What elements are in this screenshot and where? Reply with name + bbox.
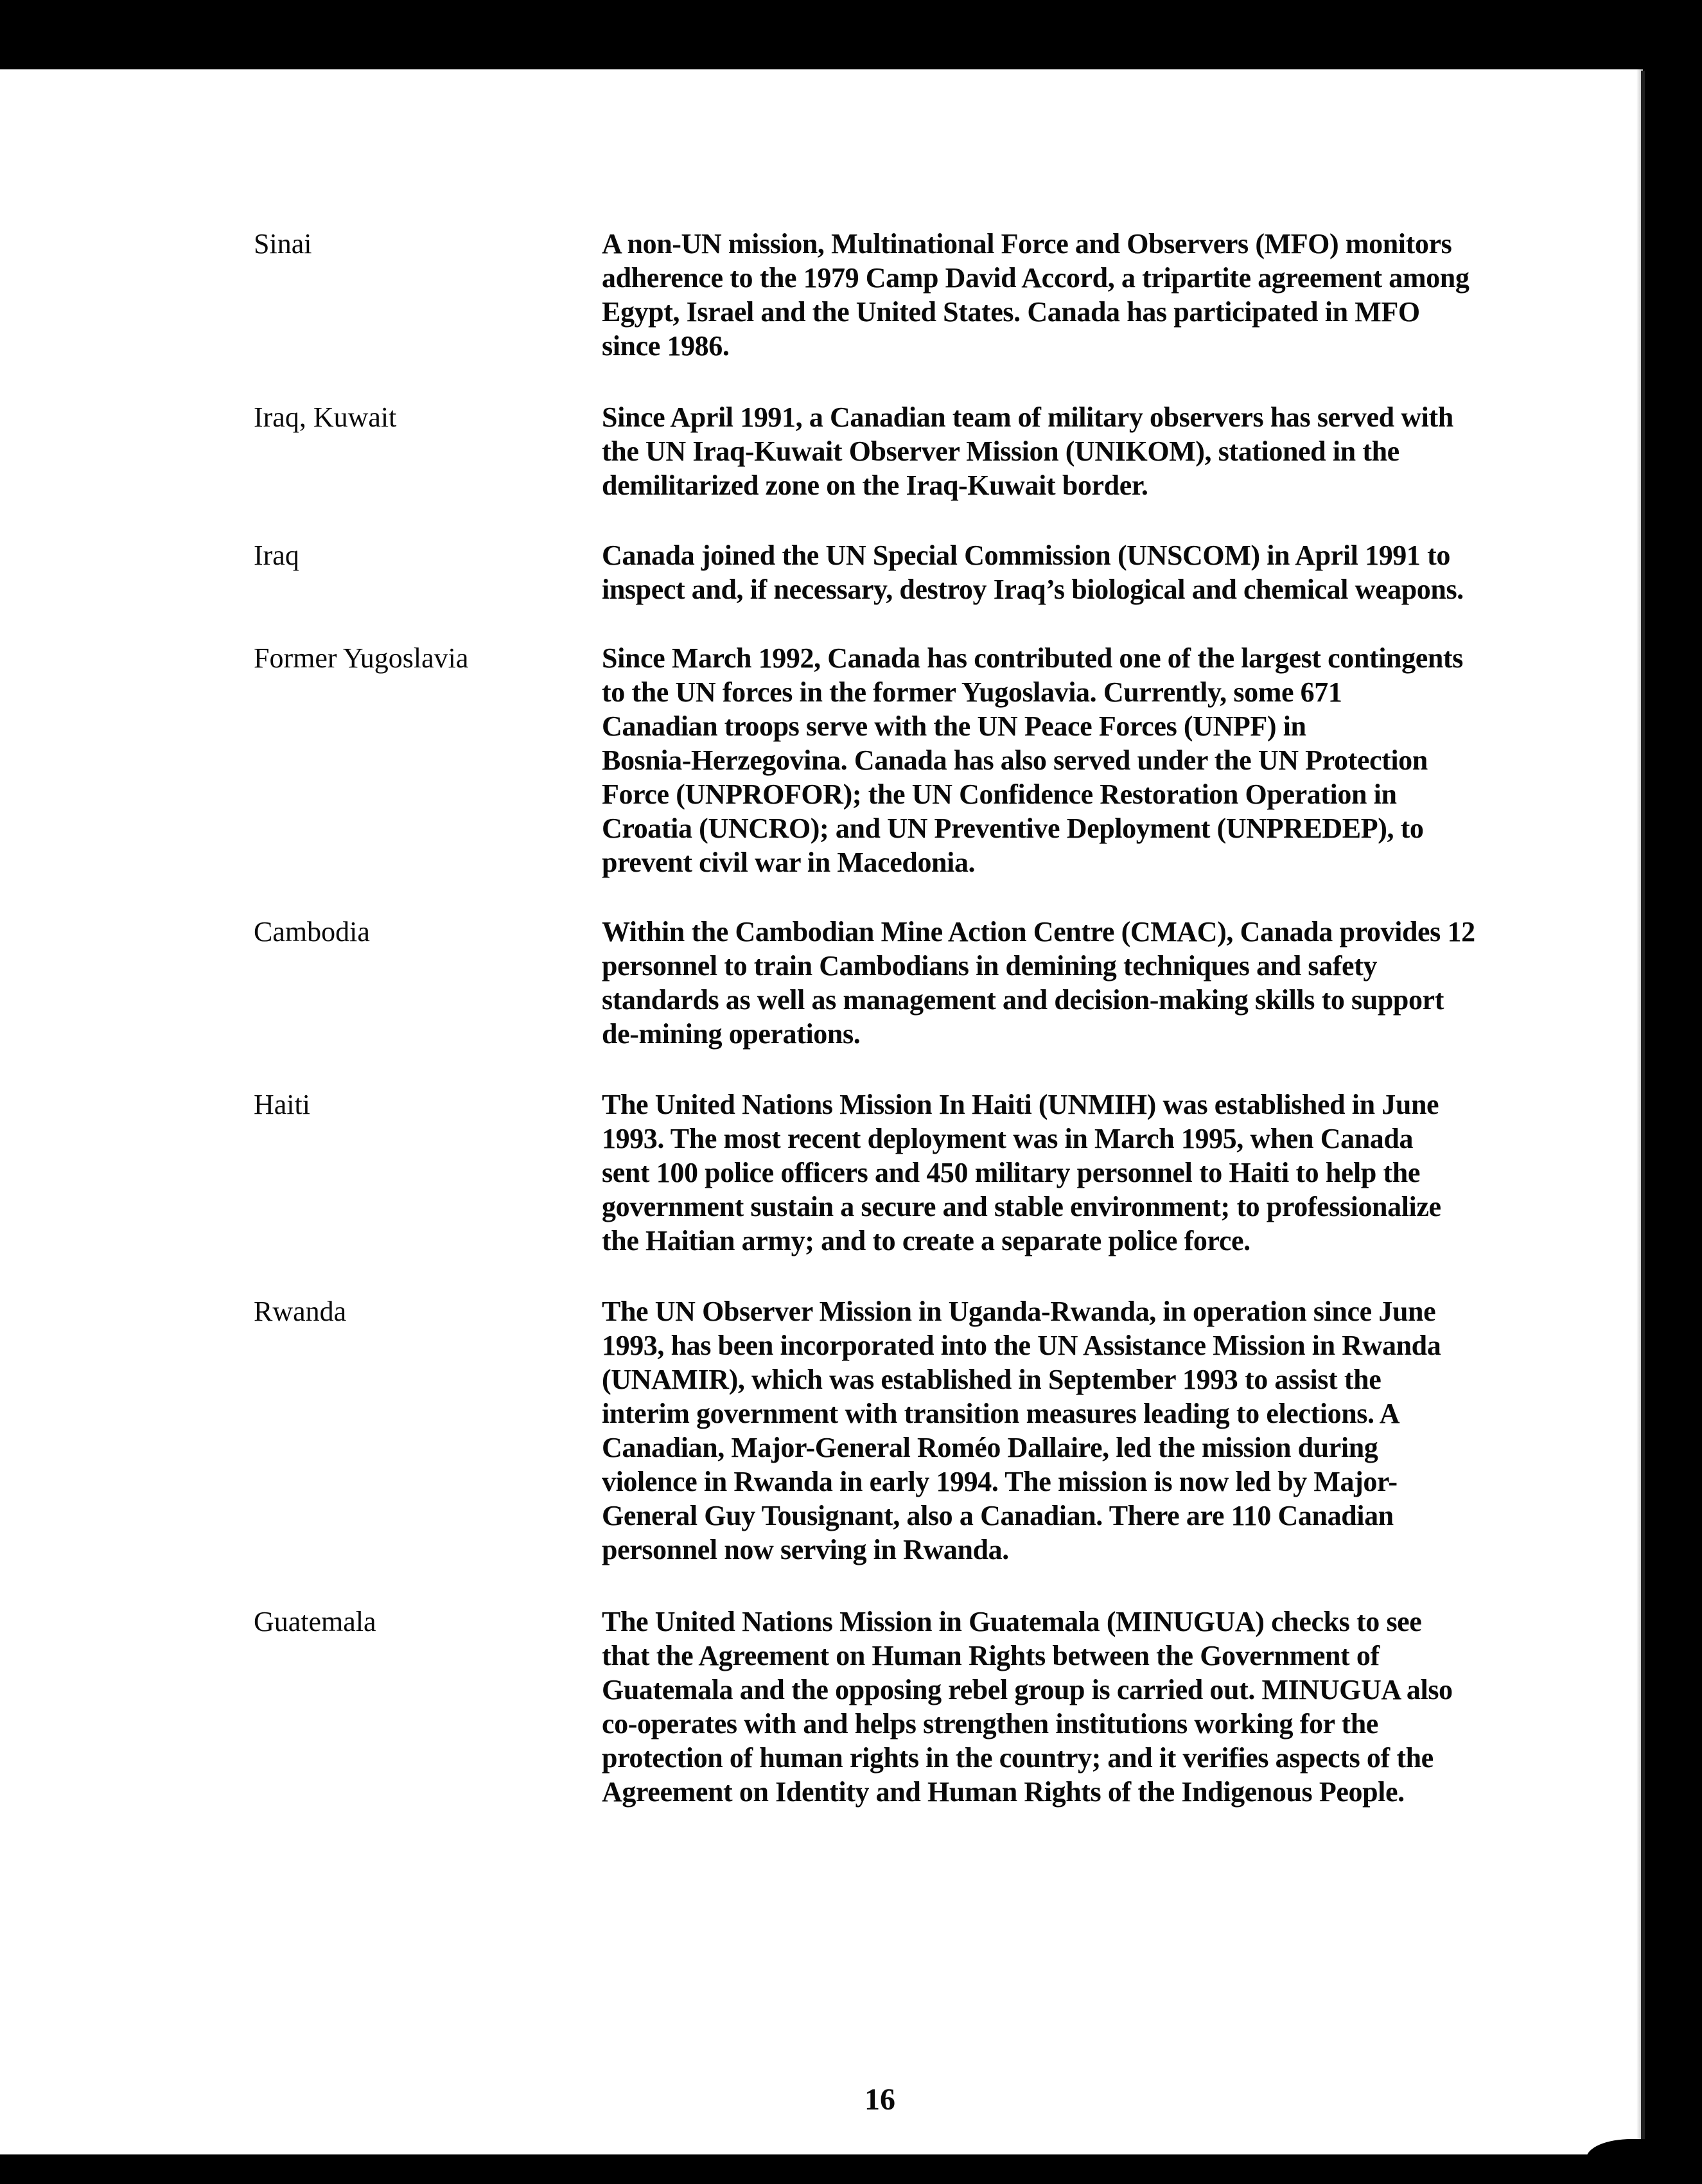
entry-label: Iraq, Kuwait <box>254 401 397 433</box>
description-line: Canada joined the UN Special Commission (UNSCOM) in April 1991 to <box>602 540 1450 571</box>
description-line: interim government with transition measures leading to elections. A <box>602 1398 1400 1429</box>
description-line: Since March 1992, Canada has contributed one of the largest contingents <box>602 642 1463 674</box>
description-line: Canadian, Major-General Roméo Dallaire, led the mission during <box>602 1432 1378 1463</box>
description-line: standards as well as management and decision-making skills to support <box>602 984 1444 1016</box>
description-line: Force (UNPROFOR); the UN Confidence Restoration Operation in <box>602 779 1397 810</box>
description-line: Egypt, Israel and the United States. Canada has participated in MFO <box>602 296 1420 328</box>
description-line: prevent civil war in Macedonia. <box>602 847 976 878</box>
description-line: adherence to the 1979 Camp David Accord, a tripartite agreement among <box>602 262 1470 294</box>
entry-label: Sinai <box>254 228 312 260</box>
description-line: Since April 1991, a Canadian team of military observers has served with <box>602 401 1453 433</box>
description-line: since 1986. <box>602 330 730 362</box>
description-line: Canadian troops serve with the UN Peace Forces (UNPF) in <box>602 710 1306 742</box>
entry-label: Haiti <box>254 1089 310 1120</box>
description-line: that the Agreement on Human Rights between the Government of <box>602 1640 1380 1671</box>
entry-description <box>602 1088 1514 1258</box>
description-line: Bosnia-Herzegovina. Canada has also served under the UN Protection <box>602 744 1428 776</box>
description-line: The UN Observer Mission in Uganda-Rwanda, in operation since June <box>602 1296 1436 1327</box>
entry-label: Rwanda <box>254 1296 347 1327</box>
entry-label: Iraq <box>254 540 299 571</box>
entry-description <box>602 1605 1514 1809</box>
description-line: de-mining operations. <box>602 1018 861 1050</box>
description-line: the UN Iraq-Kuwait Observer Mission (UNIKOM), stationed in the <box>602 436 1399 467</box>
entry-description <box>602 538 1514 606</box>
description-line: General Guy Tousignant, also a Canadian. There are 110 Canadian <box>602 1500 1394 1531</box>
description-line: (UNAMIR), which was established in September 1993 to assist the <box>602 1364 1382 1395</box>
description-line: to the UN forces in the former Yugoslavia. Currently, some 671 <box>602 676 1342 708</box>
description-line: personnel now serving in Rwanda. <box>602 1534 1009 1565</box>
description-line: government sustain a secure and stable environment; to professionalize <box>602 1191 1441 1222</box>
description-line: Agreement on Identity and Human Rights of the Indigenous People. <box>602 1776 1405 1808</box>
entry-label: Guatemala <box>254 1606 376 1637</box>
entry-description <box>602 641 1514 879</box>
entry-label: Former Yugoslavia <box>254 642 469 674</box>
scan-bottom-border <box>0 2154 1702 2184</box>
description-line: Croatia (UNCRO); and UN Preventive Deployment (UNPREDEP), to <box>602 813 1424 844</box>
description-line: personnel to train Cambodians in demining techniques and safety <box>602 950 1377 982</box>
description-line: protection of human rights in the country; and it verifies aspects of the <box>602 1742 1434 1774</box>
document-page <box>0 69 1642 2154</box>
description-line: Within the Cambodian Mine Action Centre (CMAC), Canada provides 12 <box>602 916 1475 947</box>
entry-description <box>602 400 1514 502</box>
description-line: The United Nations Mission in Guatemala (MINUGUA) checks to see <box>602 1606 1422 1637</box>
description-line: demilitarized zone on the Iraq-Kuwait border. <box>602 470 1148 501</box>
description-line: the Haitian army; and to create a separate police force. <box>602 1225 1250 1256</box>
entry-description <box>602 915 1514 1051</box>
description-line: A non-UN mission, Multinational Force and Observers (MFO) monitors <box>602 228 1452 260</box>
entry-label: Cambodia <box>254 916 370 947</box>
description-line: sent 100 police officers and 450 military personnel to Haiti to help the <box>602 1157 1420 1188</box>
description-line: 1993, has been incorporated into the UN Assistance Mission in Rwanda <box>602 1330 1441 1361</box>
description-line: Guatemala and the opposing rebel group is carried out. MINUGUA also <box>602 1674 1453 1705</box>
scan-right-border <box>1643 0 1702 2184</box>
description-line: co-operates with and helps strengthen institutions working for the <box>602 1708 1378 1739</box>
description-line: The United Nations Mission In Haiti (UNMIH) was established in June <box>602 1089 1439 1120</box>
scan-top-border <box>0 0 1702 69</box>
page-number: 16 <box>864 2083 895 2117</box>
description-line: violence in Rwanda in early 1994. The mission is now led by Major- <box>602 1466 1398 1497</box>
entry-description <box>602 227 1514 363</box>
entry-description <box>602 1294 1514 1567</box>
description-line: inspect and, if necessary, destroy Iraq’s biological and chemical weapons. <box>602 574 1464 605</box>
description-line: 1993. The most recent deployment was in March 1995, when Canada <box>602 1123 1414 1154</box>
